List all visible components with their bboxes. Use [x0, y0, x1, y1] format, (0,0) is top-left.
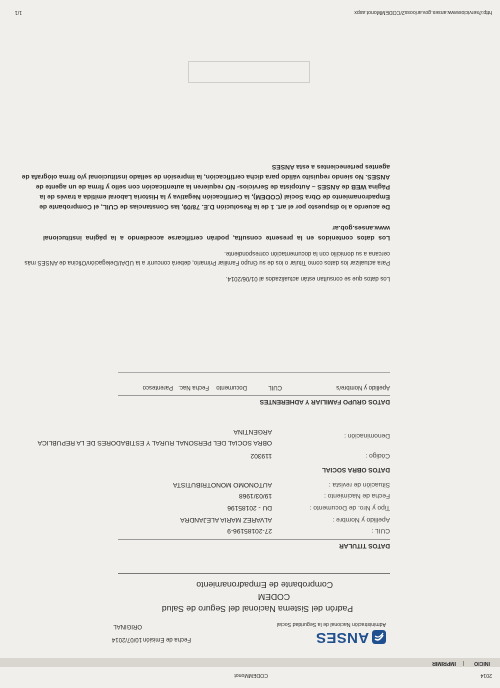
cuil-label: CUIL : — [371, 527, 390, 534]
grupo-col-cuil: CUIL — [268, 384, 282, 390]
grupo-heading: DATOS GRUPO FAMILIAR Y ADHERENTES — [259, 398, 390, 405]
name-label: Apellido y Nombre : — [332, 516, 390, 523]
emission-label: Fecha de Emisión — [142, 636, 191, 642]
birthdate-value: 19/03/1968 — [238, 492, 272, 499]
para3-line-3: Página WEB de ANSES – Autopista de Servicios- NO requieren la autenticación con sello y firma de un agente de — [35, 183, 390, 190]
title-line-1: Padrón del Sistema Nacional del Seguro de Salud — [161, 604, 353, 614]
footer-page-number: 1/1 — [14, 9, 22, 15]
document-value: DU - 20185196 — [227, 504, 272, 511]
para2-line-2[interactable]: www.anses.gob.ar — [332, 224, 390, 231]
birthdate-label: Fecha de Nacimiento : — [324, 492, 390, 499]
title-line-3: Comprobante de Empadronamiento — [196, 580, 333, 590]
org-subtitle: Administración Nacional de la Seguridad Social — [277, 621, 386, 627]
grupo-col-documento: Documento — [216, 384, 247, 390]
title-line-2: CODEM — [258, 592, 290, 602]
header-divider — [118, 573, 390, 574]
denomination-line-2: ARGENTINA — [233, 428, 272, 435]
anses-logo-icon — [372, 630, 386, 644]
grupo-col-parentesco: Parentesco — [142, 384, 173, 390]
footer-url[interactable]: http://servicioswww.anses.gov.ar/ooss2/CODEMMonot.aspx — [354, 9, 492, 15]
denomination-line-1: OBRA SOCIAL DEL PERSONAL RURAL Y ESTIBADORES DE LA REPUBLICA — [37, 439, 272, 446]
obra-social-heading: DATOS OBRA SOCIAL — [321, 466, 390, 473]
grupo-col-name: Apellido y Nombre/s — [336, 384, 390, 390]
titular-divider — [118, 539, 390, 540]
code-label: Código : — [365, 452, 390, 459]
name-value: ALVAREZ MARIA ALEJANDRA — [180, 516, 272, 523]
nav-separator: | — [462, 660, 464, 666]
grupo-divider — [118, 395, 390, 396]
para3-line-2: Empadronamiento de Obra Social (CODEM), la Certificación Negativa y la Historia Laboral emitida a través de la — [39, 193, 390, 200]
nav-inicio-link[interactable]: INICIO — [474, 660, 490, 666]
code-value: 119302 — [250, 452, 272, 459]
grupo-col-fecha-nac: Fecha Nac. — [178, 384, 209, 390]
para2-line-1: Los datos contenidos en la presente consulta, podrán certificarse accediendo a la página institucional — [43, 234, 390, 241]
para1-line-2: cercana a su domicilio con la documentación correspondiente. — [224, 250, 390, 256]
stamp-box — [188, 61, 310, 83]
document-label: Tipo y Nro. de Documento : — [309, 504, 390, 511]
para1-line-1: Para actualizar los datos como Titular o los de su Grupo Familiar Primario, deberá concurrir a la UDAI/Delegación/Oficina de ANSES más — [24, 259, 390, 265]
grupo-bottom-rule — [118, 372, 390, 373]
revista-value: AUTONOMO MONOTRIBUTISTA — [172, 481, 272, 488]
nav-bar — [0, 658, 500, 667]
browser-page-name: CODEMMonot — [234, 672, 268, 678]
para3-line-5: agentes pertenecientes a esta ANSES — [271, 163, 390, 170]
page-corner-mark: 2014 — [480, 672, 492, 678]
update-note: Los datos que se consultan están actualizados al 01/06/2014. — [225, 275, 390, 281]
anses-logo-text: ANSES — [315, 629, 369, 646]
original-stamp: ORIGINAL — [113, 623, 142, 629]
para3-line-4: ANSES. No siendo requisito válido para dicha certificación, la impresión de sellado institucional y/o firma ológrafa de — [21, 173, 390, 180]
cuil-value: 27-20185196-9 — [227, 527, 272, 534]
revista-label: Situación de revista : — [328, 481, 390, 488]
nav-imprimir-link[interactable]: IMPRIMIR — [432, 660, 456, 666]
titular-heading: DATOS TITULAR — [339, 542, 390, 549]
denomination-label: Denominación : — [344, 432, 390, 439]
para3-line-1: De acuerdo a lo dispuesto por el art. 1 de la Resolución D.E. 78/09, las Constancias de CUIL, el Comprobante de — [39, 203, 390, 210]
emission-date: 10/07/2014 — [111, 636, 142, 642]
